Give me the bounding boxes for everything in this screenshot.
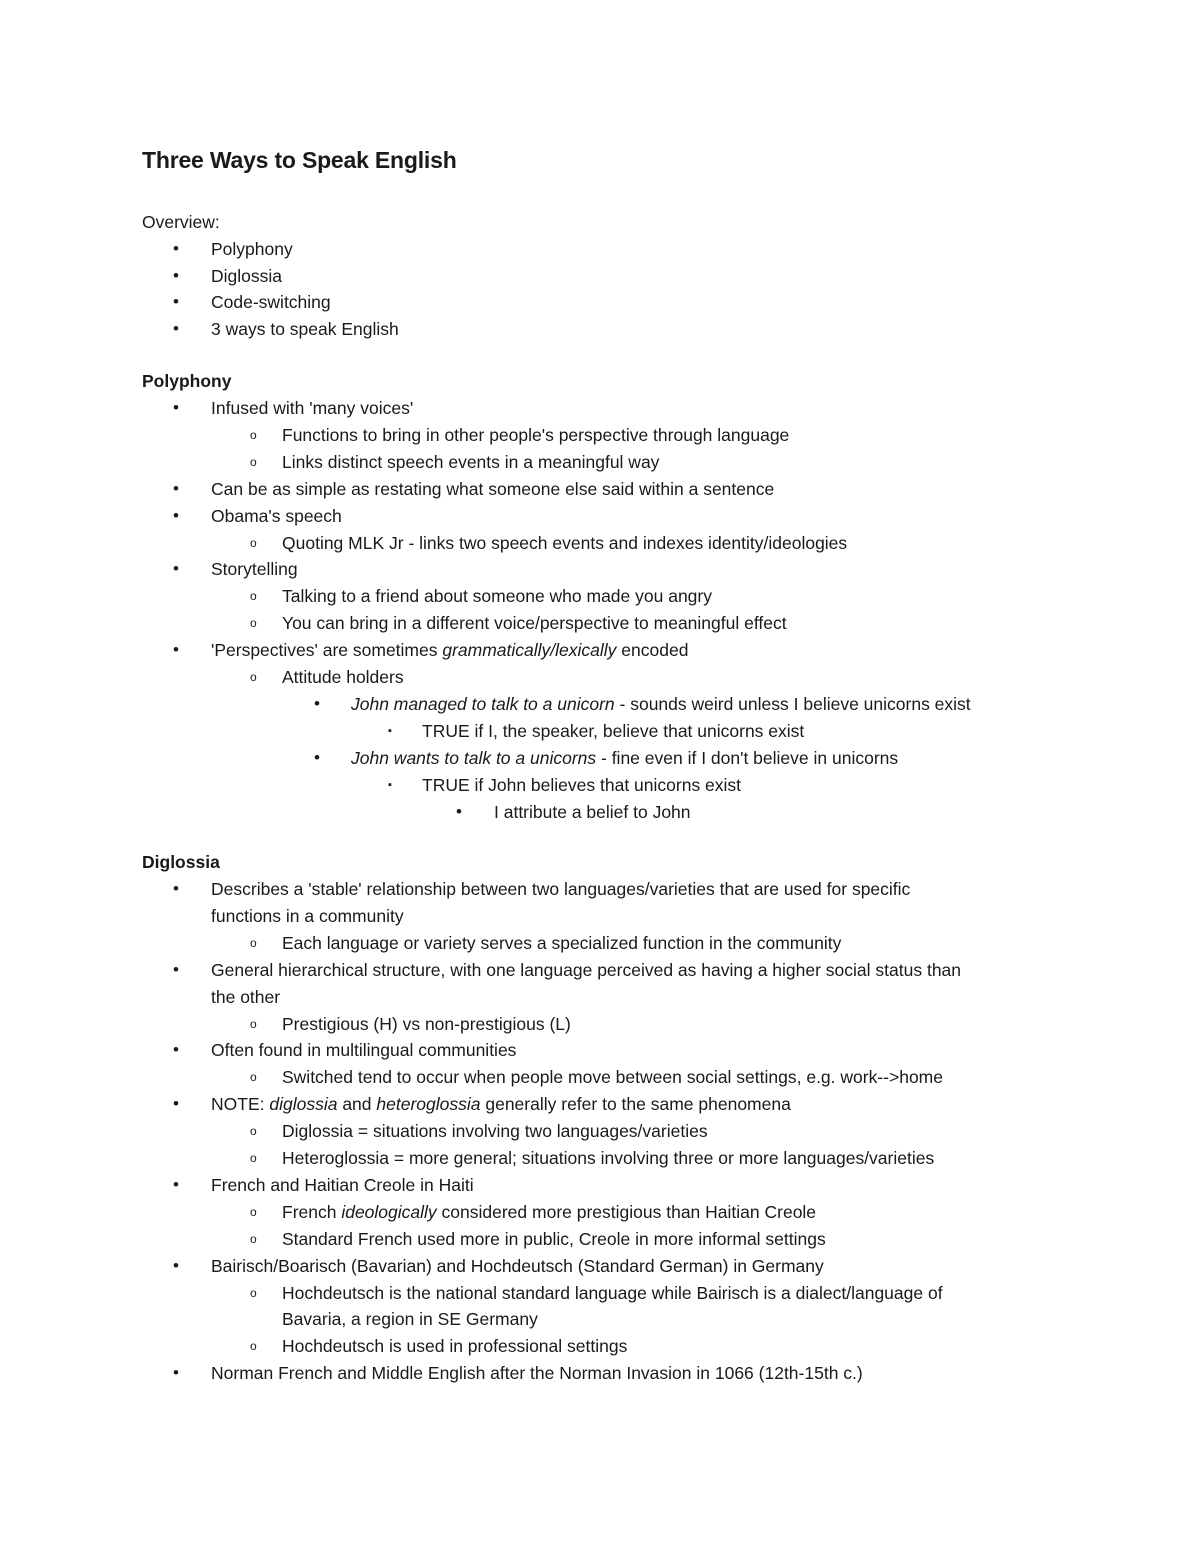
- list-item: [0, 799, 1200, 826]
- item-text: Standard French used more in public, Creole in more informal settings: [282, 1228, 826, 1249]
- list-item: [0, 1226, 1200, 1253]
- item-text: Infused with 'many voices': [211, 398, 414, 418]
- list-item-text: [282, 930, 841, 956]
- bullet-marker: •: [173, 559, 179, 579]
- bullet-marker: o: [250, 589, 257, 604]
- list-item-text: [211, 637, 688, 663]
- list-item: [0, 1118, 1200, 1145]
- list-item: [0, 530, 1200, 557]
- list-item: [0, 930, 1200, 957]
- item-text: Obama's speech: [211, 505, 342, 526]
- item-text: Links distinct speech events in a meaningful way: [282, 451, 660, 472]
- bullet-marker: •: [314, 747, 320, 767]
- item-text: French: [282, 1201, 342, 1222]
- list-item-text: [282, 422, 789, 448]
- list-item: [0, 263, 1200, 290]
- list-item: [0, 610, 1200, 637]
- list-item: [0, 1199, 1200, 1226]
- list-item-text: [211, 1091, 791, 1117]
- bullet-marker: o: [250, 935, 257, 950]
- list-item: [0, 422, 1200, 449]
- bullet-marker: •: [173, 640, 179, 660]
- list-item-text: [211, 476, 774, 502]
- item-text: French and Haitian Creole in Haiti: [211, 1174, 474, 1195]
- bullet-marker: •: [173, 292, 179, 311]
- list-item-text: [494, 799, 691, 825]
- item-text: Can be as simple as restating what someone else said within a sentence: [211, 478, 775, 499]
- bullet-marker: •: [456, 801, 462, 821]
- item-text: generally refer to the same phenomena: [480, 1094, 791, 1115]
- list-item: [0, 1280, 1200, 1307]
- item-text: General hierarchical structure, with one language perceived as having a higher social status than: [211, 959, 962, 980]
- list-item-text: [211, 957, 961, 983]
- list-item-text: [211, 236, 293, 262]
- list-item: [0, 1145, 1200, 1172]
- item-text: TRUE if John believes that unicorns exist: [422, 774, 742, 795]
- list-item: [0, 637, 1200, 664]
- item-text: Quoting MLK Jr - links two speech events and indexes identity/ideologies: [282, 532, 848, 553]
- italic-text: John wants to talk to a unicorns: [351, 747, 597, 768]
- italic-text: ideologically: [341, 1201, 437, 1222]
- list-item-text: [211, 984, 280, 1010]
- page-title: Three Ways to Speak English: [142, 147, 457, 173]
- item-text: Bairisch/Boarisch (Bavarian) and Hochdeutsch (Standard German) in Germany: [211, 1255, 824, 1276]
- list-item: [0, 583, 1200, 610]
- list-item-text: [282, 583, 712, 609]
- list-item: [0, 772, 1200, 799]
- item-text: Hochdeutsch is the national standard language while Bairisch is a dialect/language of: [282, 1282, 943, 1303]
- list-item: [0, 476, 1200, 503]
- item-text: Diglossia = situations involving two languages/varieties: [282, 1121, 708, 1142]
- list-item-text: [211, 395, 413, 421]
- item-text: NOTE:: [211, 1094, 270, 1115]
- item-text: Storytelling: [211, 559, 298, 580]
- item-text: Hochdeutsch is used in professional settings: [282, 1336, 628, 1357]
- list-item-text: [282, 1226, 826, 1252]
- list-item: [0, 395, 1200, 422]
- bullet-marker: •: [173, 505, 179, 525]
- item-text: encoded: [616, 640, 689, 661]
- list-item: [0, 236, 1200, 263]
- list-item-text: [351, 691, 971, 717]
- list-item: [0, 903, 1200, 930]
- item-text: 3 ways to speak English: [211, 318, 399, 339]
- item-text: Each language or variety serves a specialized function in the community: [282, 932, 842, 953]
- bullet-marker: •: [173, 1094, 179, 1114]
- list-item-text: [211, 903, 404, 929]
- bullet-marker: ▪: [388, 778, 392, 791]
- list-item: [0, 1091, 1200, 1118]
- list-item-text: [282, 449, 659, 475]
- list-item-text: [211, 503, 342, 529]
- bullet-marker: o: [250, 1231, 257, 1246]
- list-item-text: [282, 664, 404, 690]
- item-text: considered more prestigious than Haitian Creole: [436, 1201, 817, 1222]
- item-text: I attribute a belief to John: [494, 801, 691, 822]
- list-item: [0, 664, 1200, 691]
- bullet-marker: •: [173, 1363, 179, 1383]
- list-item: [0, 1360, 1200, 1387]
- diglossia-heading: Diglossia: [142, 852, 220, 872]
- bullet-marker: o: [250, 535, 257, 550]
- bullet-marker: •: [173, 478, 179, 498]
- bullet-marker: •: [314, 693, 320, 713]
- item-text: Prestigious (H) vs non-prestigious (L): [282, 1013, 571, 1034]
- item-text: functions in a community: [211, 905, 404, 926]
- bullet-marker: •: [173, 1040, 179, 1060]
- list-item-text: [211, 1360, 863, 1386]
- list-item-text: [282, 1145, 934, 1171]
- list-item-text: [422, 772, 741, 798]
- item-text: Polyphony: [211, 239, 293, 259]
- item-text: Diglossia: [211, 265, 282, 286]
- bullet-marker: •: [173, 318, 179, 338]
- list-item: [0, 316, 1200, 343]
- list-item: [0, 449, 1200, 476]
- list-item-text: [211, 263, 282, 289]
- item-text: Attitude holders: [282, 667, 404, 687]
- list-item: [0, 556, 1200, 583]
- bullet-marker: o: [250, 616, 257, 631]
- list-item-text: [351, 745, 898, 771]
- list-item-text: [282, 1333, 627, 1359]
- bullet-marker: •: [173, 879, 179, 898]
- bullet-marker: o: [250, 670, 257, 684]
- list-item: [0, 1333, 1200, 1360]
- list-item: [0, 503, 1200, 530]
- list-item: [0, 289, 1200, 316]
- item-text: Functions to bring in other people's perspective through language: [282, 424, 790, 445]
- list-item-text: [282, 610, 787, 636]
- bullet-marker: o: [250, 1124, 257, 1139]
- list-item: [0, 1064, 1200, 1091]
- item-text: Switched tend to occur when people move between social settings, e.g. work-->home: [282, 1067, 943, 1088]
- bullet-marker: o: [250, 454, 257, 469]
- bullet-marker: •: [173, 239, 179, 258]
- item-text: Code-switching: [211, 292, 331, 312]
- item-text: 'Perspectives' are sometimes: [211, 640, 443, 661]
- item-text: Norman French and Middle English after the Norman Invasion in 1066 (12th-15th c.): [211, 1363, 863, 1384]
- bullet-marker: o: [250, 1016, 257, 1031]
- list-item: [0, 957, 1200, 984]
- list-item-text: [282, 1118, 708, 1144]
- bullet-marker: •: [173, 1255, 179, 1275]
- bullet-marker: •: [173, 1174, 179, 1194]
- list-item-text: [211, 1172, 474, 1198]
- bullet-marker: o: [250, 1070, 257, 1085]
- item-text: the other: [211, 986, 281, 1007]
- list-item-text: [211, 1037, 516, 1063]
- bullet-marker: o: [250, 1151, 257, 1165]
- list-item-text: [282, 530, 847, 556]
- list-item-text: [211, 876, 910, 902]
- bullet-marker: ▪: [388, 724, 392, 737]
- item-text: Describes a 'stable' relationship between two languages/varieties that are used for specific: [211, 879, 911, 899]
- list-item: [0, 876, 1200, 903]
- list-item: [0, 1011, 1200, 1038]
- list-item-text: [282, 1280, 943, 1306]
- list-item-text: [282, 1306, 538, 1332]
- bullet-marker: •: [173, 265, 179, 285]
- item-text: - sounds weird unless I believe unicorns exist: [614, 693, 971, 714]
- list-item-text: [282, 1011, 571, 1037]
- item-text: You can bring in a different voice/perspective to meaningful effect: [282, 613, 787, 634]
- list-item-text: [422, 718, 804, 744]
- item-text: - fine even if I don't believe in unicorns: [596, 747, 899, 768]
- list-item-text: [211, 556, 298, 582]
- list-item-text: [211, 316, 399, 342]
- item-text: Talking to a friend about someone who made you angry: [282, 586, 712, 607]
- item-text: Heteroglossia = more general; situations involving three or more languages/varieties: [282, 1148, 935, 1168]
- overview-label: Overview:: [142, 212, 220, 232]
- item-text: Bavaria, a region in SE Germany: [282, 1309, 538, 1330]
- list-item: [0, 691, 1200, 718]
- list-item-text: [211, 1253, 824, 1279]
- italic-text: heteroglossia: [376, 1094, 481, 1115]
- list-item: [0, 1037, 1200, 1064]
- list-item: [0, 984, 1200, 1011]
- bullet-marker: o: [250, 1339, 257, 1354]
- bullet-marker: o: [250, 1204, 257, 1219]
- item-text: Often found in multilingual communities: [211, 1040, 517, 1061]
- list-item: [0, 718, 1200, 745]
- italic-text: John managed to talk to a unicorn: [351, 693, 615, 714]
- bullet-marker: o: [250, 427, 257, 442]
- italic-text: grammatically/lexically: [442, 640, 617, 661]
- list-item: [0, 1253, 1200, 1280]
- list-item: [0, 1306, 1200, 1333]
- item-text: and: [337, 1094, 377, 1115]
- item-text: TRUE if I, the speaker, believe that unicorns exist: [422, 720, 805, 741]
- list-item-text: [282, 1064, 943, 1090]
- bullet-marker: o: [250, 1285, 257, 1300]
- list-item: [0, 1172, 1200, 1199]
- list-item-text: [282, 1199, 816, 1225]
- bullet-marker: •: [173, 398, 179, 417]
- polyphony-heading: Polyphony: [142, 371, 232, 391]
- bullet-marker: •: [173, 959, 179, 979]
- list-item: [0, 745, 1200, 772]
- list-item-text: [211, 289, 331, 315]
- italic-text: diglossia: [269, 1094, 338, 1115]
